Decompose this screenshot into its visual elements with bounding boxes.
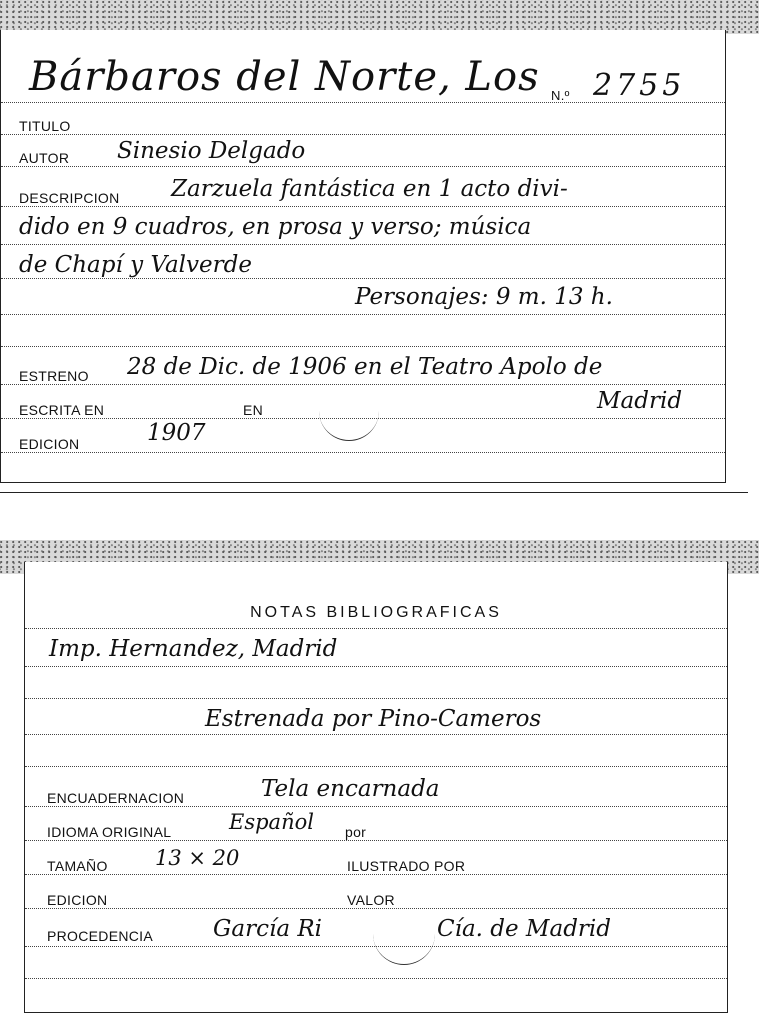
catalog-card-1 [0, 30, 726, 483]
c2-rule-6 [25, 806, 727, 807]
c2-rule-5 [25, 766, 727, 767]
rule-2 [1, 166, 725, 167]
tamano-value: 13 × 20 [155, 846, 240, 870]
title-value: Bárbaros del Norte, Los [29, 54, 540, 100]
torn-edge-top-1 [0, 0, 759, 34]
en-label: EN [243, 402, 264, 418]
punch-hole-2 [373, 922, 435, 965]
rule-title [1, 102, 725, 103]
c2-rule-2 [25, 666, 727, 667]
encuadernacion-label: ENCUADERNACION [47, 790, 185, 806]
descripcion-line-3: de Chapí y Valverde [19, 252, 252, 278]
punch-hole-1 [319, 400, 379, 441]
ilustrado-label: ILUSTRADO POR [347, 858, 466, 874]
rule-10 [1, 452, 725, 453]
procedencia-value: García Ri [213, 916, 323, 942]
card1-bottom-line [0, 492, 748, 493]
edicion-label-2: EDICION [47, 892, 108, 908]
rule-4 [1, 244, 725, 245]
procedencia-label: PROCEDENCIA [47, 928, 153, 944]
c2-rule-1 [25, 628, 727, 629]
rule-8 [1, 384, 725, 385]
note-line-1: Imp. Hernandez, Madrid [49, 636, 338, 662]
descripcion-line-4: Personajes: 9 m. 13 h. [355, 284, 613, 310]
c2-rule-8 [25, 874, 727, 875]
descripcion-label: DESCRIPCION [19, 190, 120, 206]
escrita-en-label: ESCRITA EN [19, 402, 105, 418]
idioma-label: IDIOMA ORIGINAL [47, 824, 172, 840]
descripcion-line-1: Zarzuela fantástica en 1 acto divi- [171, 176, 568, 202]
c2-rule-4 [25, 734, 727, 735]
por-label: por [345, 824, 367, 840]
rule-7 [1, 346, 725, 347]
idioma-value: Español [229, 810, 314, 834]
estreno-continuation: Madrid [597, 388, 683, 414]
descripcion-line-2: dido en 9 cuadros, en prosa y verso; música [19, 214, 532, 240]
c2-rule-3 [25, 698, 727, 699]
rule-5 [1, 278, 725, 279]
c2-rule-11 [25, 978, 727, 979]
number-label: N.º [551, 88, 570, 103]
titulo-label: TITULO [19, 118, 71, 134]
catalog-card-2 [24, 562, 728, 1013]
estreno-value: 28 de Dic. de 1906 en el Teatro Apolo de [127, 354, 603, 380]
autor-label: AUTOR [19, 150, 70, 166]
encuadernacion-value: Tela encarnada [261, 776, 440, 802]
number-value: 2755 [593, 68, 686, 103]
autor-value: Sinesio Delgado [117, 138, 306, 164]
valor-label: VALOR [347, 892, 395, 908]
c2-rule-9 [25, 908, 727, 909]
notas-heading: NOTAS BIBLIOGRAFICAS [250, 604, 502, 621]
edicion-value: 1907 [147, 420, 206, 446]
procedencia-value-2: Cía. de Madrid [437, 916, 611, 942]
rule-3 [1, 206, 725, 207]
rule-6 [1, 314, 725, 315]
note-line-2: Estrenada por Pino-Cameros [205, 706, 542, 732]
c2-rule-7 [25, 840, 727, 841]
rule-1 [1, 134, 725, 135]
tamano-label: TAMAÑO [47, 858, 108, 874]
edicion-label-1: EDICION [19, 436, 80, 452]
estreno-label: ESTRENO [19, 368, 89, 384]
